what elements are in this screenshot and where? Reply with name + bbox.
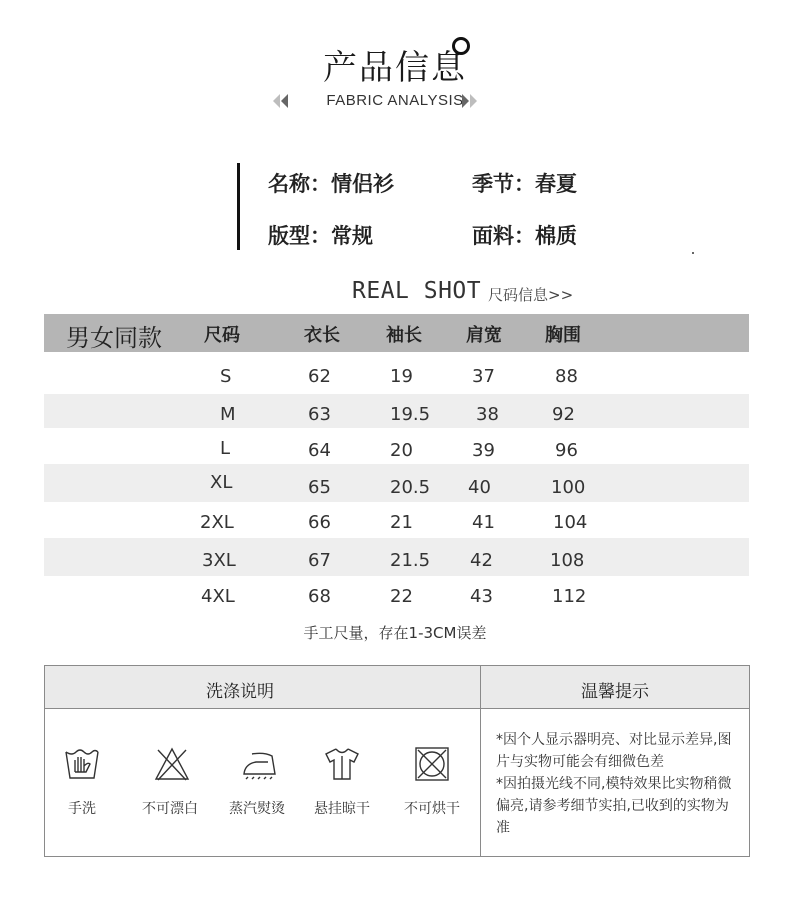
hand-wash-icon [64,746,100,782]
no-bleach-icon [154,746,190,782]
page-title: 产品信息 [323,48,467,88]
cell-length: 64 [308,440,331,461]
cell-length: 67 [308,550,331,571]
tip-display-color: *因个人显示器明亮、对比显示差异,图片与实物可能会有细微色差 [496,732,732,770]
steam-iron-icon [242,746,278,782]
cell-shoulder: 37 [472,366,495,387]
right-arrow-icon [462,94,469,108]
cell-sleeve: 22 [390,586,413,607]
cell-chest: 88 [555,366,578,387]
column-header-size: 尺码 [204,325,240,346]
icon-label-hang-dry: 悬挂晾干 [314,801,370,817]
cell-size: 3XL [202,550,236,571]
icon-label-no-tumble-dry: 不可烘干 [404,801,460,817]
cell-chest: 108 [550,550,585,571]
info-divider [237,163,240,250]
cell-sleeve: 19 [390,366,413,387]
size-table-label: 男女同款 [66,324,162,352]
decor-dot [692,252,694,254]
hang-dry-icon [324,746,360,782]
column-header-length: 衣长 [304,325,340,346]
page-subtitle: FABRIC ANALYSIS [326,92,464,109]
cell-length: 68 [308,586,331,607]
info-fit: 版型：常规 [268,224,373,248]
no-tumble-dry-icon [414,746,450,782]
cell-chest: 104 [553,512,588,533]
cell-sleeve: 20 [390,440,413,461]
icon-label-hand-wash: 手洗 [68,801,96,817]
column-header-shoulder: 肩宽 [466,325,502,346]
cell-size: 2XL [200,512,234,533]
cell-shoulder: 41 [472,512,495,533]
real-shot-sub: 尺码信息>> [488,286,574,304]
cell-length: 65 [308,477,331,498]
cell-chest: 96 [555,440,578,461]
cell-sleeve: 21 [390,512,413,533]
tip-lighting: *因拍摄光线不同,模特效果比实物稍微偏亮,请参考细节实拍,已收到的实物为准 [496,776,732,836]
cell-size: XL [210,472,233,493]
cell-size: S [220,366,232,387]
cell-shoulder: 43 [470,586,493,607]
icon-label-no-bleach: 不可漂白 [142,801,198,817]
cell-size: L [220,438,231,459]
real-shot-title: REAL SHOT [352,278,482,304]
tips-title: 温馨提示 [581,682,649,702]
cell-length: 66 [308,512,331,533]
cell-sleeve: 20.5 [390,477,431,498]
cell-length: 62 [308,366,331,387]
column-header-sleeve: 袖长 [386,325,422,346]
cell-chest: 100 [551,477,586,498]
column-header-chest: 胸围 [545,325,581,346]
cell-shoulder: 40 [468,477,491,498]
info-fabric: 面料：棉质 [472,224,577,248]
cell-chest: 92 [552,404,575,425]
cell-shoulder: 38 [476,404,499,425]
cell-shoulder: 39 [472,440,495,461]
cell-sleeve: 19.5 [390,404,431,425]
icon-label-steam-iron: 蒸汽熨烫 [229,801,285,817]
cell-sleeve: 21.5 [390,550,431,571]
right-arrow-icon [470,94,477,108]
title-ring-icon [452,37,470,55]
cell-length: 63 [308,404,331,425]
cell-size: 4XL [201,586,235,607]
cell-shoulder: 42 [470,550,493,571]
info-season: 季节：春夏 [472,172,577,196]
wash-title: 洗涤说明 [206,682,274,702]
info-name: 名称：情侣衫 [268,172,394,196]
cell-size: M [220,404,236,425]
measurement-note: 手工尺量，存在1-3CM误差 [303,624,487,642]
cell-chest: 112 [552,586,587,607]
